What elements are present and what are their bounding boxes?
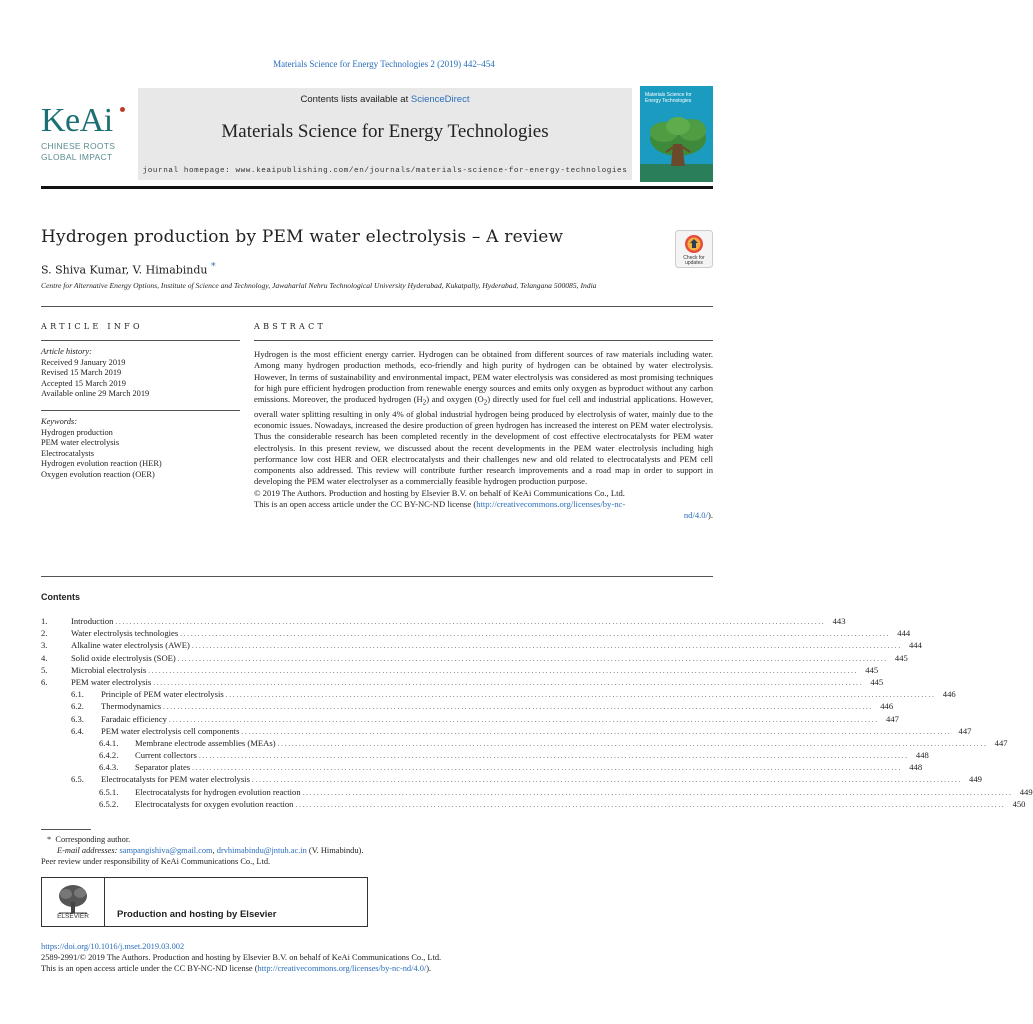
affiliation: Centre for Alternative Energy Options, Institute of Science and Technology, Jawaharlal Nehru Technological University Hyderabad, Kukatpally, Hyderabad, Telangana 500085, India — [41, 281, 597, 290]
sciencedirect-link[interactable]: ScienceDirect — [410, 94, 470, 105]
toc-leader-dots: ........................................................................................................................................................................................................ — [180, 630, 891, 639]
author-list: S. Shiva Kumar, V. Himabindu * — [41, 261, 216, 277]
toc-page-number: 445 — [865, 664, 879, 675]
doi-link[interactable]: https://doi.org/10.1016/j.mset.2019.03.002 — [41, 942, 185, 951]
keyword: Hydrogen evolution reaction (HER) — [41, 459, 162, 469]
abstract-copyright: © 2019 The Authors. Production and hosting by Elsevier B.V. on behalf of KeAi Communications Co., Ltd. — [254, 487, 625, 498]
email-line: E-mail addresses: sampangishiva@gmail.com, drvhimabindu@jntuh.ac.in (V. Himabindu). — [57, 846, 364, 856]
keai-logo — [41, 103, 131, 163]
keyword: PEM water electrolysis — [41, 438, 120, 448]
toc-leader-dots: ........................................................................................................................................................................................................ — [168, 715, 879, 724]
toc-page-number: 447 — [994, 737, 1008, 748]
corresponding-note: * Corresponding author. — [47, 835, 131, 844]
toc-leader-dots: ........................................................................................................................................................................................................ — [198, 752, 909, 761]
toc-leader-dots: ........................................................................................................................................................................................................ — [192, 764, 903, 773]
toc-number: 4. — [41, 652, 48, 663]
toc-page-number: 446 — [880, 701, 894, 712]
toc-title[interactable]: Current collectors — [135, 750, 197, 761]
toc-entry[interactable] — [41, 786, 1033, 798]
toc-number: 6.4. — [71, 725, 84, 736]
bottom-license: This is an open access article under the CC BY-NC-ND license (http://creativecommons.org/licenses/by-nc-nd/4.0/). — [41, 964, 432, 974]
license-link-cont[interactable]: nd/4.0/ — [683, 510, 708, 521]
toc-entry[interactable] — [41, 615, 846, 627]
toc-leader-dots: ........................................................................................................................................................................................................ — [177, 654, 888, 663]
toc-page-number: 445 — [894, 652, 908, 663]
toc-number: 6.5.2. — [99, 798, 119, 809]
history-item: Received 9 January 2019 — [41, 357, 126, 367]
toc-leader-dots: ........................................................................................................................................................................................................ — [295, 800, 1006, 809]
history-item: Available online 29 March 2019 — [41, 389, 150, 399]
keai-tagline: CHINESE ROOTS GLOBAL IMPACT — [41, 141, 116, 162]
cover-title: Materials Science for Energy Technologies — [645, 92, 692, 104]
footnote — [41, 834, 713, 868]
toc-entry[interactable] — [41, 798, 1026, 810]
abstract-rule — [254, 340, 713, 341]
toc-entry[interactable] — [41, 749, 929, 761]
abstract-heading: ABSTRACT — [254, 322, 327, 331]
toc-entry[interactable] — [41, 713, 899, 725]
article-info-rule — [41, 340, 240, 341]
check-for-updates-badge[interactable] — [675, 230, 713, 268]
toc-leader-dots: ........................................................................................................................................................................................................ — [225, 691, 936, 700]
toc-title[interactable]: Microbial electrolysis — [71, 664, 147, 675]
toc-number: 6.4.2. — [99, 750, 119, 761]
svg-text:Check for: Check for — [683, 255, 705, 261]
keyword: Electrocatalysts — [41, 448, 95, 458]
journal-homepage: journal homepage: www.keaipublishing.com/en/journals/materials-science-for-energy-technologies — [142, 167, 628, 175]
toc-leader-dots: ........................................................................................................................................................................................................ — [115, 618, 826, 626]
toc-entry[interactable] — [41, 664, 879, 676]
toc-entry[interactable] — [41, 639, 922, 651]
journal-title: Materials Science for Energy Technologies — [221, 121, 549, 142]
toc-title[interactable]: Solid oxide electrolysis (SOE) — [71, 652, 176, 663]
toc-entry[interactable] — [41, 627, 911, 639]
abstract-body: Hydrogen is the most efficient energy carrier. Hydrogen can be obtained from different sources of raw materials including water. Among many hydrogen production methods, eco-friendly and high purity of hydrogen can be obtained by water electrolysis. However, In terms of sustainability and environmental impact, PEM water electrolysis was considered as most promising techniques for high pure efficient hydrogen production from renewable energy sources and emits only oxygen as byproduct without any carbon emissions. Moreover, the produced hydrogen $(H_2)$ and oxygen $(O_2)$ directly used for fuel cell and industrial applications. However, overall water splitting resulting in only 4% of global industrial hydrogen being produced by electrolysis of water, mainly due to the economic issues. Nowadays, increased the desire production of green hydrogen has increased the interest on PEM water electrolysis. Thus the considerable research has been completed recently in the development of cost effective electrocatalysts for PEM water electrolysis. In this present review, we discussed about the recent developments in the PEM water electrolysis including high performance low cost HER and OER electrocatalysts and their challenges new and old related to electrocatalysts and PEM cell components also addressed. This review will contribute further research improvements and a road map in order to support in developing the PEM water electrolyser as a commercially feasible hydrogen production purpose. — [254, 349, 713, 487]
keywords — [41, 417, 240, 481]
header-rule — [41, 186, 713, 189]
bottom-info — [41, 941, 713, 975]
toc-title[interactable]: Alkaline water electrolysis (AWE) — [71, 640, 190, 651]
footnote-rule — [41, 829, 91, 830]
license-link[interactable]: http://creativecommons.org/licenses/by-nc- — [476, 498, 626, 509]
journal-cover-image[interactable] — [640, 86, 713, 182]
journal-homepage-link[interactable]: www.keaipublishing.com/en/journals/materials-science-for-energy-technologies — [235, 167, 628, 175]
corresponding-author-mark[interactable]: * — [211, 261, 216, 272]
article-info-heading: ARTICLE INFO — [41, 322, 143, 331]
toc-title[interactable]: Electrocatalysts for PEM water electrolysis — [101, 774, 250, 785]
toc-number: 6.4.1. — [99, 737, 119, 748]
toc-title[interactable]: Membrane electrode assemblies (MEAs) — [135, 737, 276, 748]
toc-title[interactable]: Separator plates — [135, 762, 191, 773]
toc-page-number: 448 — [915, 750, 929, 761]
toc-number: 3. — [41, 640, 48, 651]
toc-page-number: 445 — [870, 676, 884, 687]
toc-number: 6.2. — [71, 701, 84, 712]
abstract-license: This is an open access article under the CC BY-NC-ND license (http://creativecommons.org/licenses/by-nc- — [254, 498, 626, 509]
history-label: Article history: — [41, 347, 92, 356]
toc-title[interactable]: Thermodynamics — [101, 701, 162, 712]
toc-entry[interactable] — [41, 700, 894, 712]
toc-leader-dots: ........................................................................................................................................................................................................ — [277, 739, 988, 748]
toc-entry[interactable] — [41, 761, 923, 773]
toc-leader-dots: ........................................................................................................................................................................................................ — [163, 703, 874, 712]
check-updates-icon — [675, 230, 713, 268]
toc-page-number: 443 — [832, 616, 846, 626]
toc-page-number: 446 — [942, 689, 956, 700]
toc-title[interactable]: PEM water electrolysis cell components — [101, 725, 240, 736]
elsevier-hosting-text: Production and hosting by Elsevier — [117, 909, 277, 920]
toc-title[interactable]: Principle of PEM water electrolysis — [101, 689, 224, 700]
toc-title[interactable]: Electrocatalysts for oxygen evolution reaction — [135, 798, 294, 809]
toc-page-number: 447 — [886, 713, 899, 724]
svg-text:updates: updates — [685, 260, 703, 266]
toc-page-number: 444 — [908, 640, 922, 651]
toc-number: 2. — [41, 628, 48, 639]
keywords-rule — [41, 410, 240, 411]
table-of-contents — [41, 615, 1033, 810]
toc-number: 5. — [41, 664, 48, 675]
toc-title[interactable]: Electrocatalysts for hydrogen evolution reaction — [135, 786, 301, 797]
email-link-2[interactable]: drvhimabindu@jntuh.ac.in — [216, 846, 307, 856]
toc-entry[interactable] — [41, 676, 884, 688]
toc-number: 6.3. — [71, 713, 84, 724]
keai-wordmark: KeAi — [41, 103, 131, 139]
toc-number: 6.5. — [71, 774, 84, 785]
toc-leader-dots: ........................................................................................................................................................................................................ — [251, 776, 962, 785]
abstract-license-cont: nd/4.0/). — [683, 510, 713, 521]
title-rule — [41, 306, 713, 307]
toc-page-number: 448 — [909, 762, 923, 773]
toc-leader-dots: ........................................................................................................................................................................................................ — [302, 788, 1013, 797]
toc-number: 6.4.3. — [99, 762, 119, 773]
toc-entry[interactable] — [41, 773, 982, 785]
contents-heading: Contents — [41, 592, 80, 602]
toc-title[interactable]: Faradaic efficiency — [101, 713, 167, 724]
toc-leader-dots: ........................................................................................................................................................................................................ — [241, 727, 952, 736]
toc-number: 6. — [41, 676, 48, 687]
toc-number: 6.5.1. — [99, 786, 119, 797]
toc-title[interactable]: Water electrolysis technologies — [71, 628, 179, 639]
toc-leader-dots: ........................................................................................................................................................................................................ — [148, 666, 859, 675]
toc-number: 6.1. — [71, 689, 84, 700]
toc-title[interactable]: PEM water electrolysis — [71, 676, 152, 687]
toc-page-number: 449 — [1019, 786, 1033, 797]
keyword: Hydrogen production — [41, 427, 113, 437]
elsevier-box-divider — [104, 878, 105, 926]
abstract-text — [254, 349, 713, 521]
toc-entry[interactable] — [41, 737, 1008, 749]
issn-line: 2589-2991/© 2019 The Authors. Production and hosting by Elsevier B.V. on behalf of KeAi Communications Co., Ltd. — [41, 953, 442, 963]
article-history — [41, 347, 240, 400]
elsevier-logo — [49, 882, 97, 922]
history-item: Revised 15 March 2019 — [41, 368, 122, 378]
article-title: Hydrogen production by PEM water electrolysis – A review — [41, 227, 564, 247]
toc-page-number: 447 — [958, 725, 972, 736]
journal-citation[interactable]: Materials Science for Energy Technologies 2 (2019) 442–454 — [273, 59, 495, 69]
toc-page-number: 450 — [1012, 798, 1026, 809]
history-item: Accepted 15 March 2019 — [41, 378, 126, 388]
toc-leader-dots: ........................................................................................................................................................................................................ — [153, 678, 864, 687]
peer-review-note: Peer review under responsibility of KeAi Communications Co., Ltd. — [41, 857, 271, 867]
keyword: Oxygen evolution reaction (OER) — [41, 469, 155, 479]
toc-entry[interactable] — [41, 652, 908, 664]
toc-entry[interactable] — [41, 688, 956, 700]
toc-leader-dots: ........................................................................................................................................................................................................ — [191, 642, 902, 651]
toc-page-number: 449 — [969, 774, 982, 785]
email-link-1[interactable]: sampangishiva@gmail.com — [119, 846, 213, 856]
contents-rule — [41, 576, 713, 577]
keywords-label: Keywords: — [41, 417, 77, 426]
bottom-license-link[interactable]: http://creativecommons.org/licenses/by-nc-nd/4.0/ — [257, 964, 427, 974]
elsevier-logo-word: ELSEVIER — [57, 913, 89, 920]
contents-lists-line: Contents lists available at ScienceDirect — [300, 94, 470, 105]
toc-number: 1. — [41, 616, 48, 626]
toc-page-number: 444 — [897, 628, 911, 639]
toc-title[interactable]: Introduction — [71, 616, 114, 626]
toc-entry[interactable] — [41, 725, 972, 737]
